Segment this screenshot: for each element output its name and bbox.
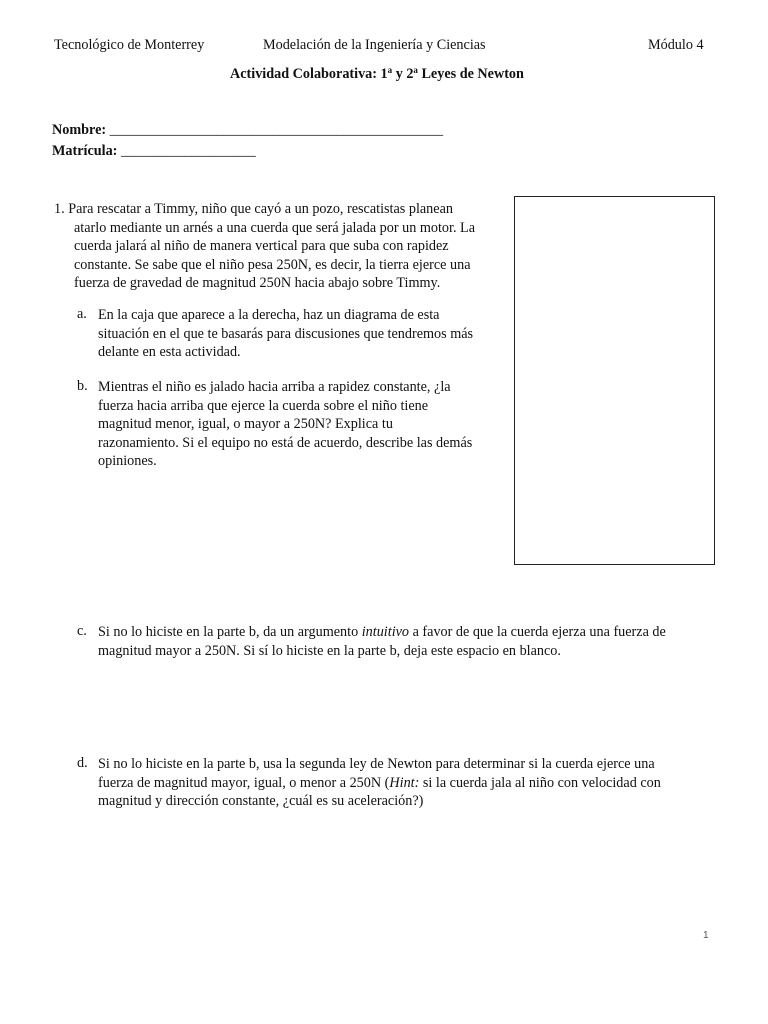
- title-sup-2: a: [413, 65, 418, 75]
- part-c-intuitivo: intuitivo: [361, 624, 410, 640]
- part-c-line-1a: Si no lo hiciste en la parte b, da un argumento: [98, 624, 362, 640]
- problem-line-5: fuerza de gravedad de magnitud 250N hacia abajo sobre Timmy.: [74, 275, 441, 291]
- part-b: [98, 378, 503, 471]
- name-field[interactable]: [52, 122, 443, 139]
- part-a-line-2: situación en el que te basarás para discusiones que tendremos más: [98, 325, 474, 342]
- part-d-line-3: magnitud y dirección constante, ¿cuál es su aceleración?): [98, 793, 424, 809]
- part-d-line-2a: fuerza de magnitud mayor, igual, o menor a 250N (: [98, 774, 390, 791]
- id-blank: ___________________: [120, 143, 256, 159]
- name-label: Nombre:: [52, 122, 107, 138]
- name-blank: _______________________________________________: [109, 122, 444, 138]
- diagram-box[interactable]: [514, 196, 715, 565]
- part-d-hint: Hint:: [389, 774, 420, 791]
- part-b-line-2: fuerza hacia arriba que ejerce la cuerda sobre el niño tiene: [98, 397, 429, 414]
- part-c-line-2: magnitud mayor a 250N. Si sí lo hiciste en la parte b, deja este espacio en blanco.: [98, 642, 561, 659]
- part-d-line-1: Si no lo hiciste en la parte b, usa la segunda ley de Newton para determinar si la cuerda ejerce una: [98, 756, 655, 772]
- problem-number: 1.: [54, 201, 65, 217]
- part-c: [98, 623, 718, 660]
- part-b-marker: b.: [77, 378, 88, 394]
- title-middle: y 2: [392, 66, 414, 82]
- part-a: [98, 306, 503, 362]
- header-course: Modelación de la Ingeniería y Ciencias: [263, 37, 486, 53]
- part-b-line-5: opiniones.: [98, 453, 157, 469]
- header-institution: Tecnológico de Monterrey: [54, 37, 205, 53]
- page-number: 1: [703, 930, 709, 941]
- part-c-line-1b: a favor de que la cuerda ejerza una fuerza de: [409, 624, 666, 640]
- part-b-line-3: magnitud menor, igual, o mayor a 250N? Explica tu: [98, 416, 393, 432]
- part-d-line-2b: si la cuerda jala al niño con velocidad con: [419, 774, 661, 791]
- title-sup-1: a: [387, 65, 393, 75]
- part-d: [98, 755, 718, 811]
- problem-line-4: constante. Se sabe que el niño pesa 250N, es decir, la tierra ejerce una: [74, 256, 471, 273]
- part-b-line-1: Mientras el niño es jalado hacia arriba a rapidez constante, ¿la: [98, 379, 451, 395]
- problem-1: [54, 200, 509, 293]
- header-module: Módulo 4: [648, 37, 704, 53]
- id-label: Matrícula:: [52, 143, 118, 159]
- title-prefix: Actividad Colaborativa: 1: [230, 66, 388, 82]
- part-a-marker: a.: [77, 306, 87, 322]
- part-d-marker: d.: [77, 755, 88, 771]
- part-c-marker: c.: [77, 623, 87, 639]
- page-title: [230, 65, 524, 83]
- problem-line-3: cuerda jalará al niño de manera vertical para que suba con rapidez: [74, 238, 449, 254]
- part-b-line-4: razonamiento. Si el equipo no está de acuerdo, describe las demás: [98, 434, 473, 451]
- problem-line-1: Para rescatar a Timmy, niño que cayó a un pozo, rescatistas planean: [68, 201, 453, 217]
- part-a-line-1: En la caja que aparece a la derecha, haz un diagrama de esta: [98, 307, 440, 323]
- id-field[interactable]: [52, 143, 256, 160]
- title-suffix: Leyes de Newton: [417, 66, 524, 82]
- part-a-line-3: delante en esta actividad.: [98, 344, 241, 360]
- problem-line-2: atarlo mediante un arnés a una cuerda que será jalada por un motor. La: [74, 219, 476, 236]
